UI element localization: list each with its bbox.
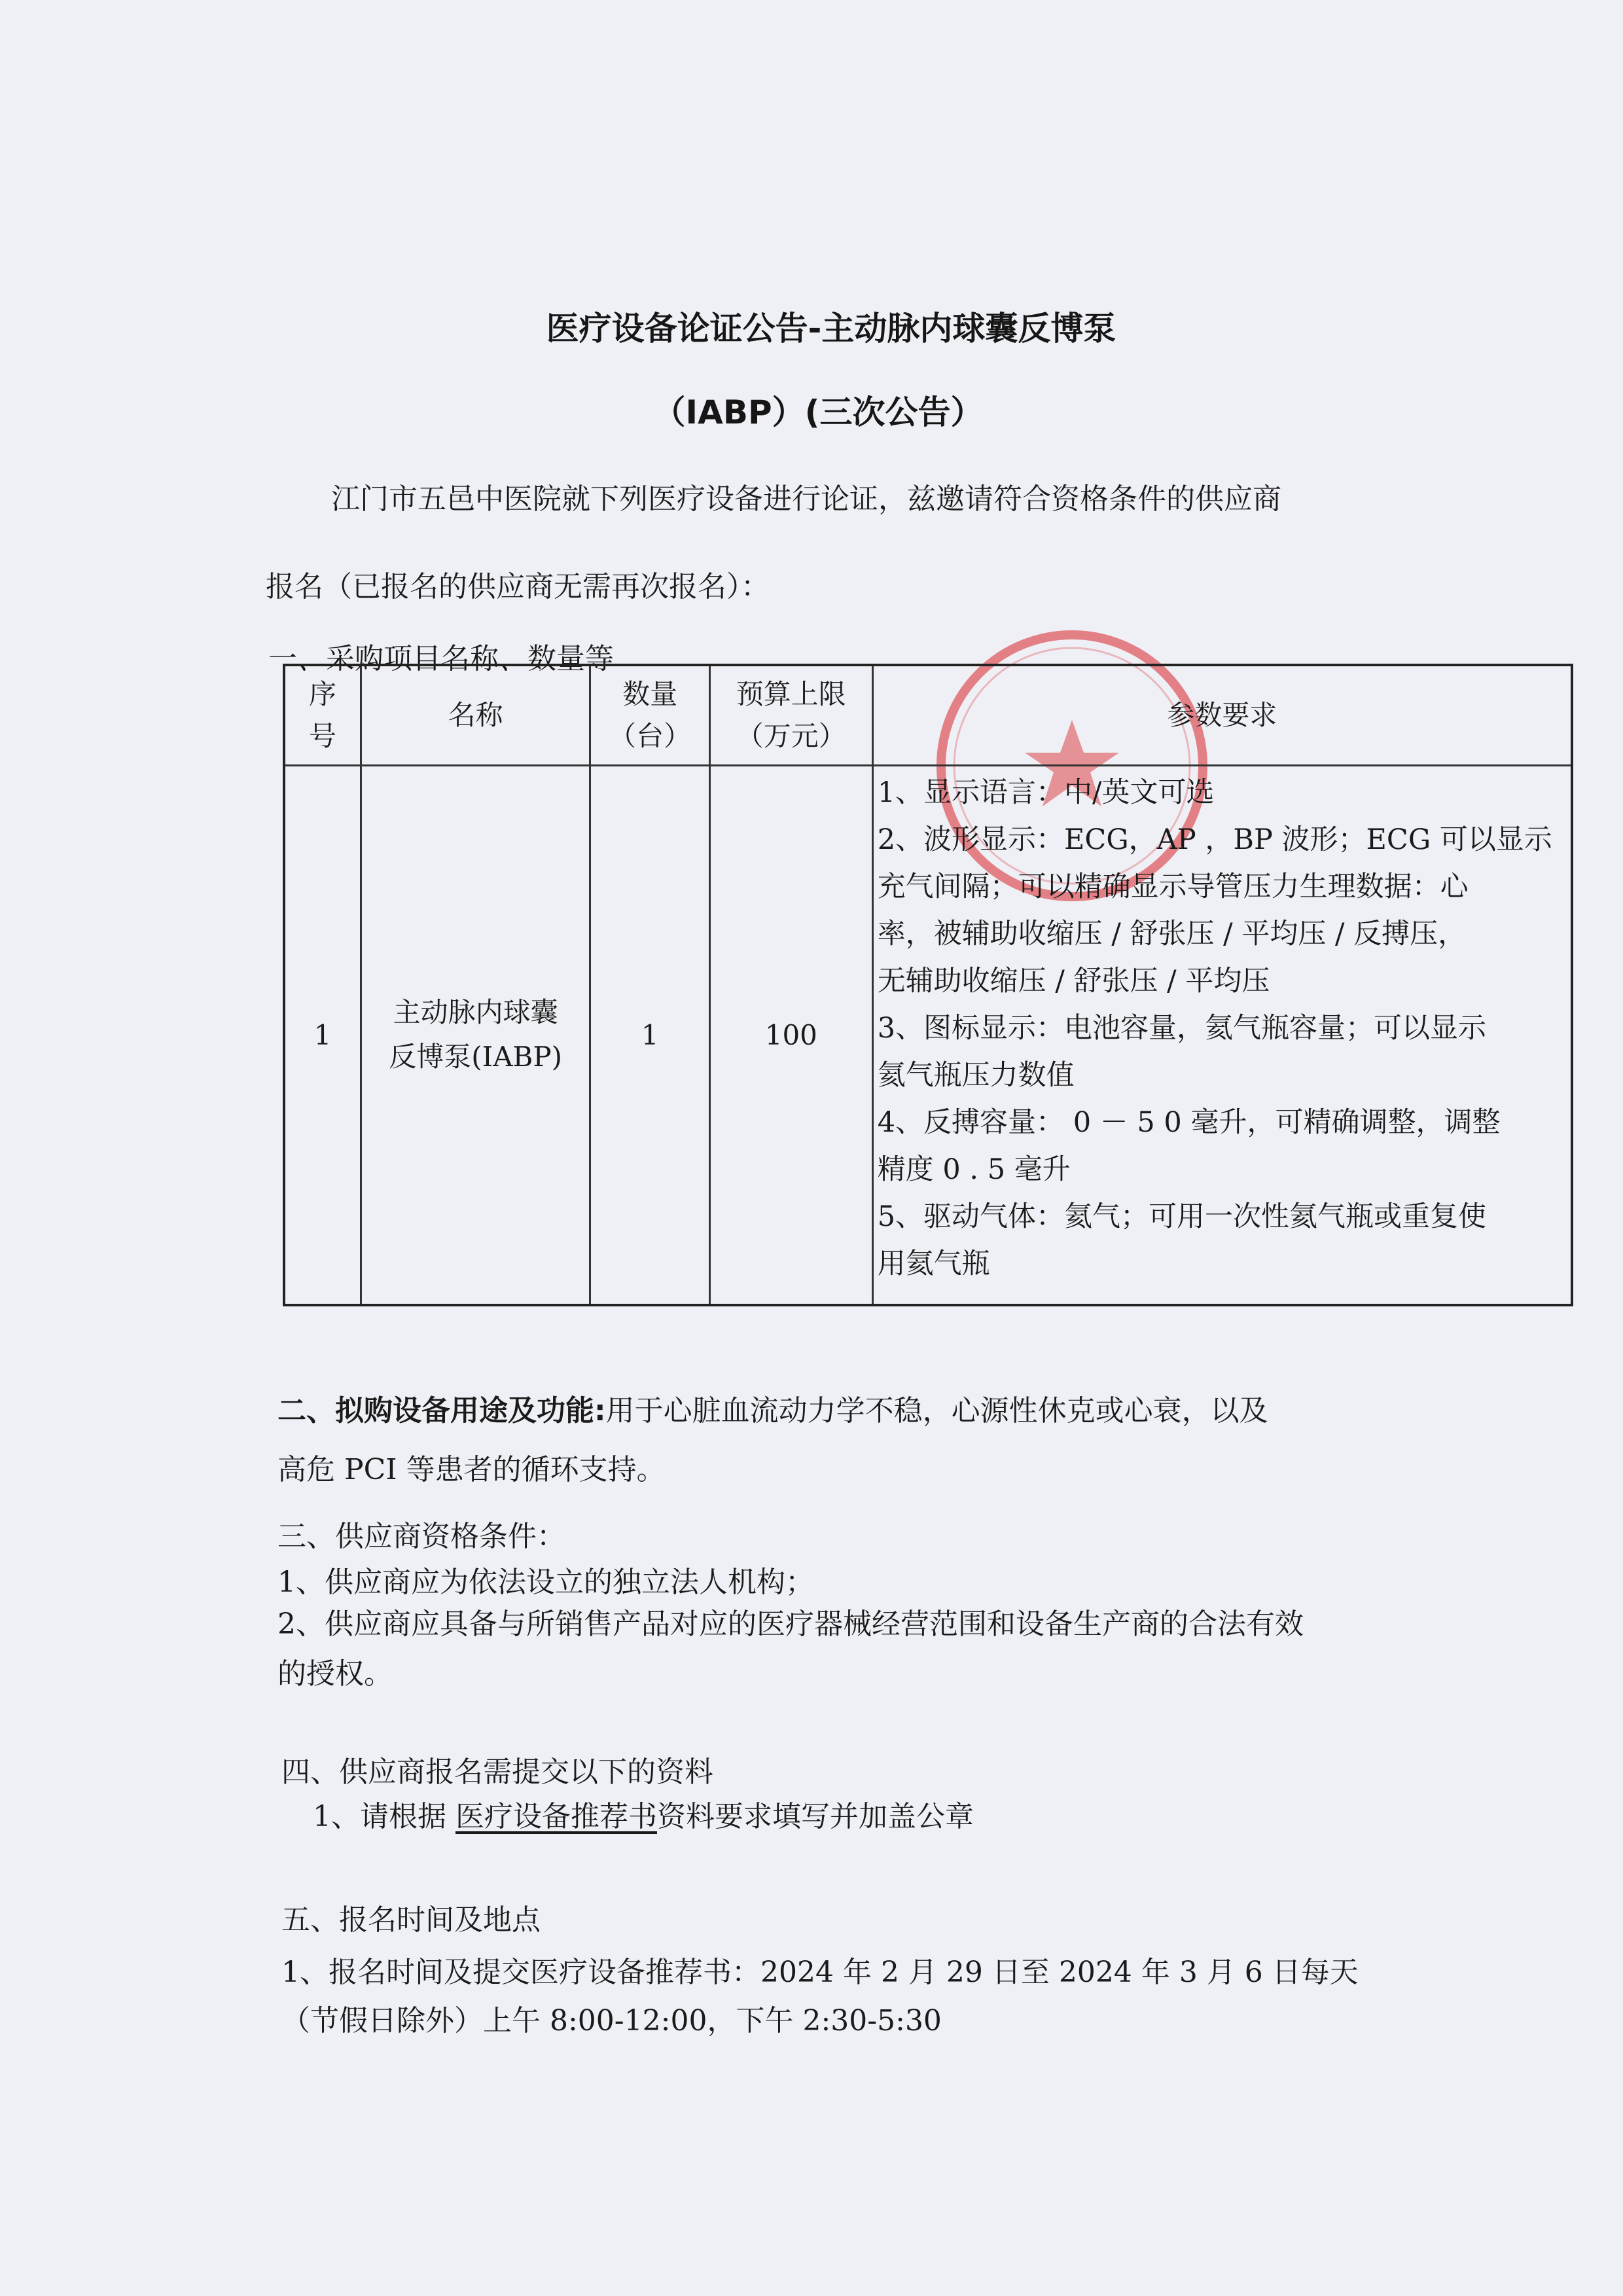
section4-heading: 四、供应商报名需提交以下的资料 — [281, 1755, 713, 1789]
header-params: 参数要求 — [872, 665, 1572, 766]
row-name-line2: 反博泵(IABP) — [389, 1041, 563, 1073]
param-line: 用氦气瓶 — [877, 1247, 990, 1280]
header-budget — [709, 665, 872, 766]
document-title-line2: （IABP）(三次公告） — [652, 393, 984, 431]
header-budget-unit: （万元） — [736, 720, 846, 752]
header-budget-label: 预算上限 — [736, 678, 846, 710]
section3-heading: 三、供应商资格条件： — [277, 1520, 565, 1553]
row-name — [361, 766, 590, 1305]
section2-text2: 高危 PCI 等患者的循环支持。 — [277, 1453, 666, 1486]
row-budget: 100 — [709, 766, 872, 1305]
document-title-line1: 医疗设备论证公告-主动脉内球囊反博泵 — [546, 310, 1116, 348]
section1-heading: 一、采购项目名称、数量等 — [268, 642, 614, 675]
param-line: 5、驱动气体：氦气；可用一次性氦气瓶或重复使 — [877, 1200, 1487, 1233]
param-line: 无辅助收缩压 / 舒张压 / 平均压 — [877, 965, 1270, 997]
param-line: 充气间隔；可以精确显示导管压力生理数据：心 — [877, 870, 1469, 903]
param-line: 4、反搏容量： 0 － 5 0 毫升，可精确调整，调整 — [877, 1106, 1501, 1139]
procurement-table — [283, 664, 1573, 1306]
section3-item2-line1: 2、供应商应具备与所销售产品对应的医疗器械经营范围和设备生产商的合法有效 — [277, 1607, 1304, 1641]
recommendation-form-link[interactable]: 医疗设备推荐书 — [455, 1800, 657, 1833]
param-line: 精度 0 . 5 毫升 — [877, 1153, 1071, 1186]
row-qty: 1 — [590, 766, 710, 1305]
header-no — [284, 665, 361, 766]
table-header-row — [284, 665, 1572, 766]
row-name-line1: 主动脉内球囊 — [393, 996, 558, 1029]
param-line: 3、图标显示：电池容量，氦气瓶容量；可以显示 — [877, 1012, 1487, 1045]
section5-item-line2: （节假日除外）上午 8:00-12:00，下午 2:30-5:30 — [281, 2004, 942, 2037]
intro-line1: 江门市五邑中医院就下列医疗设备进行论证，兹邀请符合资格条件的供应商 — [331, 482, 1281, 516]
section3-item2-line2: 的授权。 — [277, 1657, 393, 1691]
param-line: 2、波形显示：ECG，AP ，BP 波形；ECG 可以显示 — [877, 823, 1552, 856]
row-params — [872, 766, 1572, 1305]
table-row — [284, 766, 1572, 1305]
header-no-part2: 号 — [308, 720, 336, 752]
header-name: 名称 — [361, 665, 590, 766]
section4-item-suffix: 资料要求填写并加盖公章 — [656, 1800, 974, 1833]
intro-line2: 报名（已报名的供应商无需再次报名）： — [266, 570, 770, 603]
header-qty-unit: （台） — [609, 720, 692, 752]
param-line: 氦气瓶压力数值 — [877, 1059, 1075, 1092]
section5-item-line1: 1、报名时间及提交医疗设备推荐书：2024 年 2 月 29 日至 2024 年 3 月 6 日每天 — [281, 1956, 1359, 1989]
header-no-part1: 序 — [308, 678, 336, 710]
header-qty-label: 数量 — [622, 678, 678, 710]
param-line: 率，被辅助收缩压 / 舒张压 / 平均压 / 反搏压， — [877, 918, 1467, 950]
section5-heading: 五、报名时间及地点 — [281, 1903, 541, 1937]
section4-item-prefix: 1、请根据 — [313, 1800, 455, 1833]
param-line: 1、显示语言：中/英文可选 — [877, 776, 1215, 809]
header-qty — [590, 665, 710, 766]
section3-item1: 1、供应商应为依法设立的独立法人机构； — [277, 1566, 814, 1599]
row-no: 1 — [284, 766, 361, 1305]
section2-text1: 用于心脏血流动力学不稳，心源性休克或心衰，以及 — [605, 1394, 1268, 1427]
section4-item — [313, 1792, 974, 1842]
section2-heading: 二、拟购设备用途及功能: — [277, 1394, 606, 1427]
section2-line1 — [277, 1386, 1268, 1436]
